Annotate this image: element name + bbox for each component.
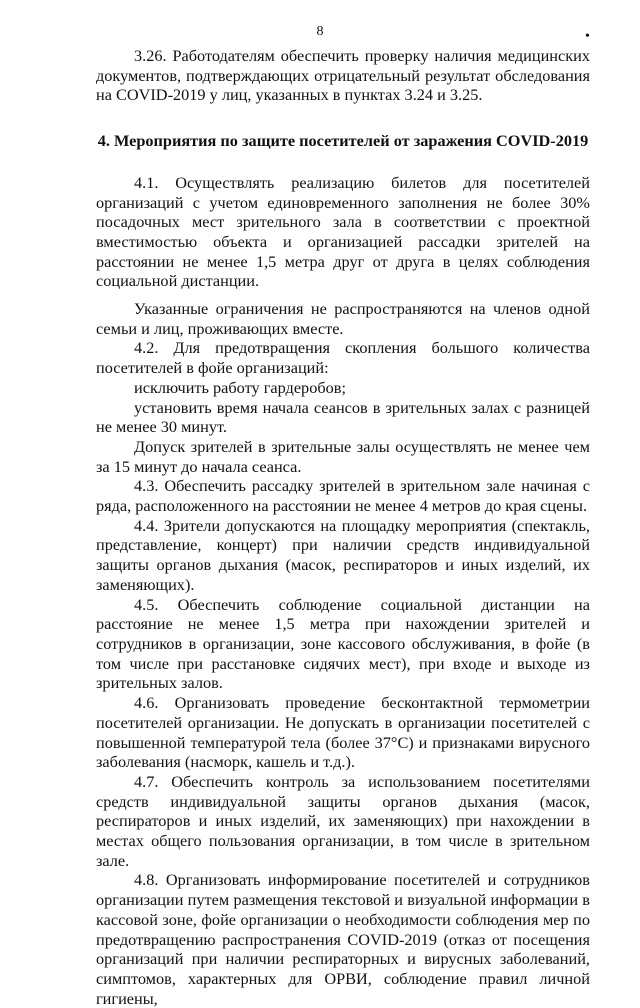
- paragraph-3-26: 3.26. Работодателям обеспечить проверку наличия медицинских документов, подтверждающих отрицательный результат обследования на COVID-2019 у лиц, указанных в пунктах 3.24 и 3.25.: [96, 46, 590, 105]
- paragraph-4-1: 4.1. Осуществлять реализацию билетов для посетителей организаций с учетом единовременного заполнения не более 30% посадочных мест зрительного зала в соответствии с проектной вместимостью объекта и организацией рассадки зрителей на расстоянии не менее 1,5 метра друг от друга в целях соблюдения социальной дистанции.: [96, 172, 590, 291]
- document-body: [96, 46, 590, 1008]
- paragraph-4-1-note: Указанные ограничения не распространяются на членов одной семьи и лиц, проживающих вместе.: [96, 299, 590, 338]
- paragraph-4-4: 4.4. Зрители допускаются на площадку мероприятия (спектакль, представление, концерт) при наличии средств индивидуальной защиты органов дыхания (масок, респираторов и иных изделий, их заменяющих).: [96, 515, 590, 594]
- paragraph-4-3: 4.3. Обеспечить рассадку зрителей в зрительном зале начиная с ряда, расположенного на расстоянии не менее 4 метров до края сцены.: [96, 476, 590, 516]
- paragraph-4-2-item-2: установить время начала сеансов в зрительных залах с разницей не менее 30 минут.: [96, 397, 590, 437]
- paragraph-4-5: 4.5. Обеспечить соблюдение социальной дистанции на расстояние не менее 1,5 метра при нахождении зрителей и сотрудников в организации, зоне кассового обслуживания, в фойе (в том числе при расстановке сидячих мест), при входе и выходе из зрительных залов.: [96, 594, 590, 693]
- section-heading-4: 4. Мероприятия по защите посетителей от заражения COVID-2019: [97, 131, 589, 151]
- paragraph-4-2-item-1: исключить работу гардеробов;: [134, 377, 346, 397]
- paragraph-4-8: 4.8. Организовать информирование посетителей и сотрудников организации путем размещения текстовой и визуальной информации в кассовой зоне, фойе организации о необходимости соблюдения мер по предотвращению распространения COVID-2019 (отказ от посещения организаций при наличии респираторных и вирусных заболеваний, симптомов, характерных для ОРВИ, соблюдение правил личной гигиены,: [96, 870, 590, 1008]
- paragraph-4-7: 4.7. Обеспечить контроль за использованием посетителями средств индивидуальной защиты органов дыхания (масок, респираторов и иных изделий, их заменяющих) при нахождении в местах общего пользования организации, в том числе в зрительном зале.: [96, 771, 590, 870]
- corner-mark: •: [585, 29, 590, 44]
- page-number: 8: [316, 24, 324, 39]
- paragraph-4-2-note: Допуск зрителей в зрительные залы осуществлять не менее чем за 15 минут до начала сеанса.: [96, 436, 590, 476]
- paragraph-4-6: 4.6. Организовать проведение бесконтактной термометрии посетителей организации. Не допускать в организации посетителей с повышенной температурой тела (более 37°С) и признаками вирусного заболевания (насморк, кашель и т.д.).: [96, 693, 590, 772]
- paragraph-4-2: 4.2. Для предотвращения скопления большого количества посетителей в фойе организаций:: [96, 338, 590, 378]
